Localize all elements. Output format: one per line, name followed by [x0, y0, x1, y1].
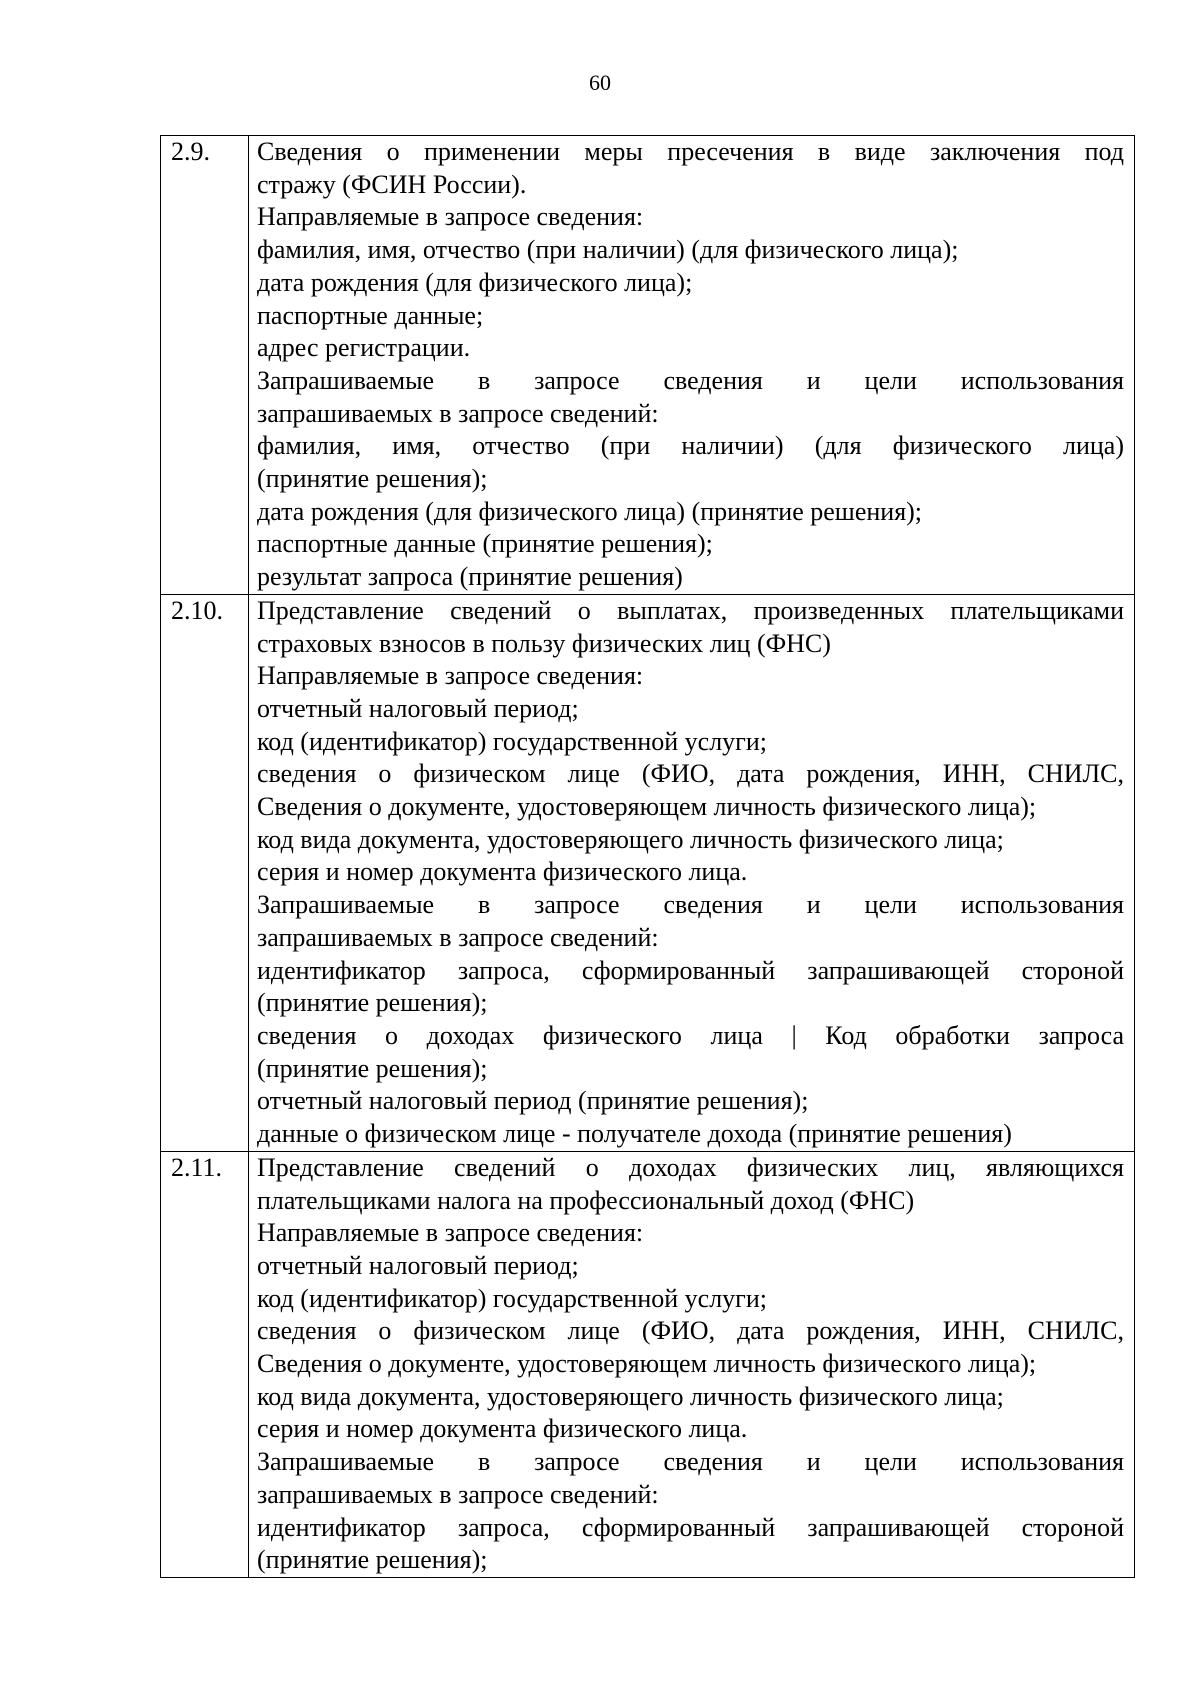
text-line: код вида документа, удостоверяющего личность физического лица;	[257, 824, 1004, 854]
text-line: идентификатор запроса, сформированный запрашивающей стороной	[257, 955, 1124, 985]
text-line: данные о физическом лице - получателе дохода (принятие решения)	[257, 1119, 1012, 1149]
text-line: стражу (ФСИН России).	[257, 169, 527, 199]
text-line: Сведения о применении меры пресечения в виде заключения под	[257, 137, 1124, 166]
text-line: плательщиками налога на профессиональный доход (ФНС)	[257, 1185, 915, 1215]
text-line: код вида документа, удостоверяющего личность физического лица;	[257, 1381, 1004, 1411]
text-line: идентификатор запроса, сформированный запрашивающей стороной	[257, 1512, 1124, 1542]
text-line: страховых взносов в пользу физических лиц (ФНС)	[257, 628, 831, 658]
text-line: дата рождения (для физического лица);	[257, 267, 693, 297]
text-line: (принятие решения);	[257, 1053, 488, 1083]
text-line: запрашиваемых в запросе сведений:	[257, 398, 659, 428]
table-row	[161, 136, 1135, 595]
text-line: фамилия, имя, отчество (при наличии) (для физического лица);	[257, 235, 959, 265]
text-line: запрашиваемых в запросе сведений:	[257, 922, 659, 952]
text-line: код (идентификатор) государственной услуги;	[257, 726, 767, 756]
table-body	[161, 136, 1135, 1578]
text-line: паспортные данные (принятие решения);	[257, 529, 713, 559]
table-row	[161, 1151, 1135, 1577]
text-line: отчетный налоговый период;	[257, 693, 579, 723]
text-line: отчетный налоговый период;	[257, 1250, 579, 1280]
text-line: серия и номер документа физического лица.	[257, 857, 748, 887]
text-line: Направляемые в запросе сведения:	[257, 202, 644, 232]
text-line: адрес регистрации.	[257, 333, 471, 363]
row-content	[249, 1151, 1135, 1577]
text-line: Сведения о документе, удостоверяющем личность физического лица);	[257, 1349, 1037, 1379]
text-line: (принятие решения);	[257, 464, 488, 494]
text-line: запрашиваемых в запросе сведений:	[257, 1479, 659, 1509]
text-line: сведения о физическом лице (ФИО, дата рождения, ИНН, СНИЛС,	[257, 759, 1124, 789]
text-line: Направляемые в запросе сведения:	[257, 661, 644, 691]
row-content	[249, 594, 1135, 1151]
text-line: результат запроса (принятие решения)	[257, 562, 683, 592]
text-line: серия и номер документа физического лица.	[257, 1414, 748, 1444]
text-line: дата рождения (для физического лица) (принятие решения);	[257, 496, 923, 526]
text-line: паспортные данные;	[257, 300, 484, 330]
text-line: фамилия, имя, отчество (при наличии) (для физического лица)	[257, 431, 1124, 461]
text-line: Сведения о документе, удостоверяющем личность физического лица);	[257, 792, 1037, 822]
text-line: (принятие решения);	[257, 1545, 488, 1575]
text-line: Запрашиваемые в запросе сведения и цели использования	[257, 365, 1124, 395]
text-line: (принятие решения);	[257, 988, 488, 1018]
text-line: Запрашиваемые в запросе сведения и цели использования	[257, 1447, 1124, 1477]
text-line: код (идентификатор) государственной услуги;	[257, 1283, 767, 1313]
text-line: Представление сведений о выплатах, произведенных плательщиками	[257, 595, 1124, 625]
row-number: 2.9.	[161, 136, 249, 595]
page-number: 60	[589, 70, 611, 95]
text-line: Представление сведений о доходах физических лиц, являющихся	[257, 1152, 1124, 1182]
text-line: Направляемые в запросе сведения:	[257, 1218, 644, 1248]
row-content	[249, 136, 1135, 595]
text-line: сведения о доходах физического лица | Код обработки запроса	[257, 1020, 1124, 1050]
table-row	[161, 594, 1135, 1151]
text-line: отчетный налоговый период (принятие решения);	[257, 1086, 809, 1116]
row-number: 2.10.	[161, 594, 249, 1151]
document-table	[160, 135, 1135, 1578]
row-number: 2.11.	[161, 1151, 249, 1577]
text-line: Запрашиваемые в запросе сведения и цели использования	[257, 890, 1124, 920]
text-line: сведения о физическом лице (ФИО, дата рождения, ИНН, СНИЛС,	[257, 1316, 1124, 1346]
